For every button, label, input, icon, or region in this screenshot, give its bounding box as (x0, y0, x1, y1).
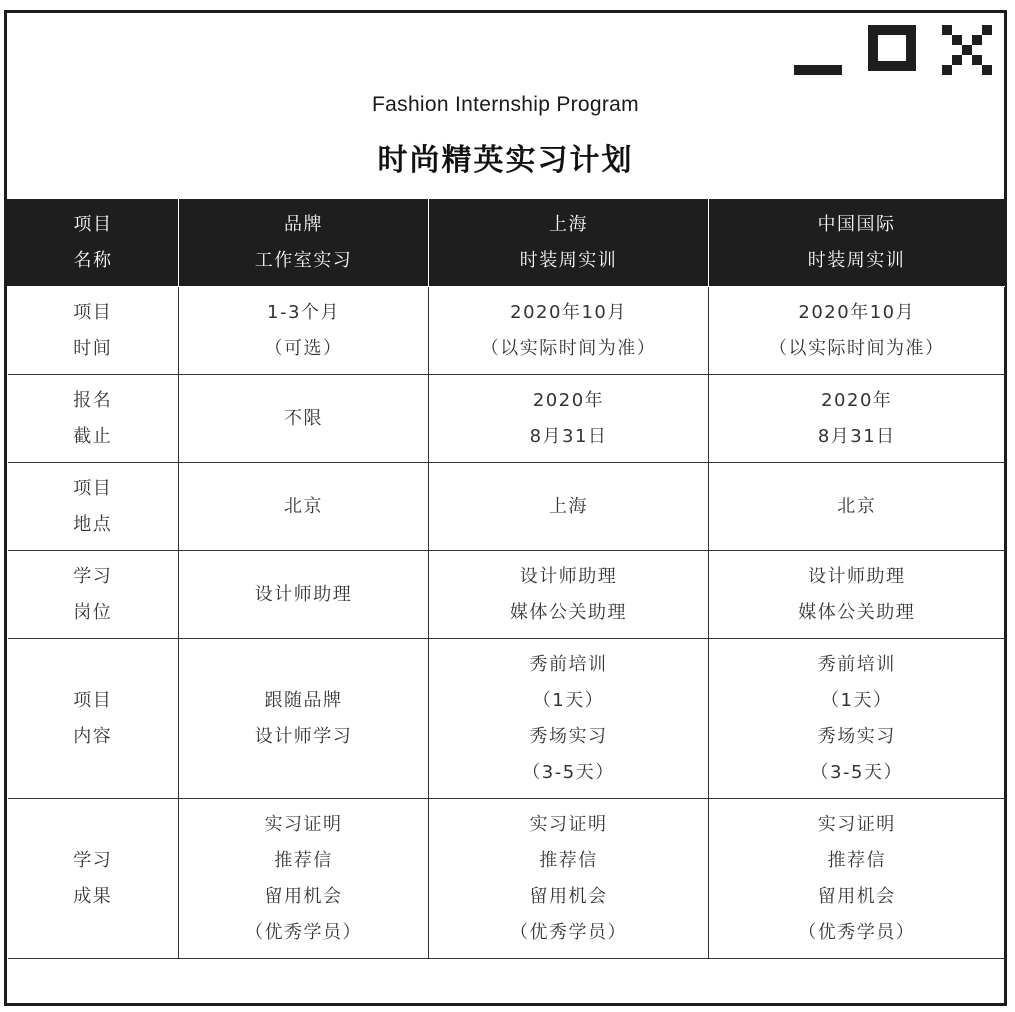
cell-text: 1-3个月 (267, 301, 340, 323)
table-cell (709, 639, 1005, 799)
cell-text: 2020年10月 (510, 301, 627, 323)
cell-text: 媒体公关助理 (798, 601, 916, 623)
table-cell (709, 463, 1005, 551)
cell-text: 秀前培训 (817, 653, 896, 675)
cell-text: 项目 (73, 477, 113, 499)
cell-text: （3-5天） (810, 761, 903, 783)
table-cell (709, 551, 1005, 639)
row-label (8, 463, 179, 551)
row-label (8, 639, 179, 799)
cell-text: （优秀学员） (798, 921, 916, 943)
cell-text: 不限 (284, 407, 323, 429)
table-cell (709, 375, 1005, 463)
cell-text: 设计师助理 (808, 565, 906, 587)
table-row (8, 551, 1005, 639)
cell-text: 推荐信 (274, 849, 333, 871)
table-row (8, 799, 1005, 959)
table-cell (179, 551, 429, 639)
header-text: 工作室实习 (254, 250, 353, 271)
cell-text: 秀场实习 (817, 725, 896, 747)
cell-text: 报名 (73, 389, 113, 411)
cell-text: 跟随品牌 (264, 689, 343, 711)
table-cell (429, 639, 709, 799)
cell-text: 岗位 (73, 601, 113, 623)
table-cell (179, 799, 429, 959)
cell-text: 项目 (73, 689, 113, 711)
cell-text: 北京 (837, 495, 877, 517)
cell-text: 实习证明 (529, 813, 608, 835)
row-label (8, 375, 179, 463)
cell-text: 地点 (73, 513, 113, 535)
cell-text: 实习证明 (264, 813, 343, 835)
header-cell-shanghai-fashion-week (429, 200, 709, 287)
cell-text: 秀前培训 (529, 653, 608, 675)
row-label (8, 287, 179, 375)
cell-text: 8月31日 (529, 425, 608, 447)
table-row (8, 287, 1005, 375)
maximize-button[interactable] (868, 25, 918, 75)
cell-text: （以实际时间为准） (769, 337, 945, 359)
table-cell (429, 799, 709, 959)
header-cell-china-fashion-week (709, 200, 1005, 287)
cell-text: 2020年10月 (798, 301, 916, 323)
table-row (8, 463, 1005, 551)
cell-text: 留用机会 (264, 885, 343, 907)
cell-text: （优秀学员） (245, 921, 362, 943)
cell-text: 学习 (73, 565, 113, 587)
cell-text: 成果 (73, 885, 113, 907)
cell-text: （1天） (821, 689, 893, 711)
cell-text: 时间 (73, 337, 113, 359)
cell-text: （可选） (264, 337, 343, 359)
program-table (7, 199, 1005, 959)
table-cell (179, 639, 429, 799)
cell-text: 截止 (73, 425, 113, 447)
cell-text: 内容 (73, 725, 113, 747)
cell-text: 2020年 (821, 389, 893, 411)
table-row (8, 375, 1005, 463)
table-row (8, 639, 1005, 799)
cell-text: 8月31日 (817, 425, 896, 447)
table-header-row (8, 200, 1005, 287)
cell-text: 2020年 (532, 389, 605, 411)
cell-text: 媒体公关助理 (510, 601, 627, 623)
row-label (8, 799, 179, 959)
chinese-title: 时尚精英实习计划 (377, 143, 634, 178)
cell-text: 设计师学习 (254, 725, 353, 747)
header-text: 时装周实训 (807, 250, 906, 271)
minimize-button[interactable] (794, 25, 844, 75)
table-cell (179, 287, 429, 375)
table-cell (429, 375, 709, 463)
cell-text: 北京 (284, 495, 323, 517)
cell-text: 留用机会 (817, 885, 896, 907)
header-text: 品牌 (284, 214, 323, 235)
minimize-icon (794, 65, 842, 75)
cell-text: （优秀学员） (510, 921, 627, 943)
close-icon (942, 25, 992, 75)
table-cell (709, 799, 1005, 959)
english-title: Fashion Internship Program (372, 93, 639, 116)
table-cell (179, 375, 429, 463)
table-cell (429, 463, 709, 551)
cell-text: 设计师助理 (254, 583, 353, 605)
header-cell-project-name (8, 200, 179, 287)
cell-text: 实习证明 (817, 813, 896, 835)
header-text: 上海 (549, 214, 588, 235)
table-cell (179, 463, 429, 551)
cell-text: （以实际时间为准） (480, 337, 657, 359)
header-cell-brand-studio (179, 200, 429, 287)
table-cell (429, 551, 709, 639)
table-cell (709, 287, 1005, 375)
cell-text: （3-5天） (522, 761, 615, 783)
header-text: 项目 (73, 214, 113, 235)
close-button[interactable] (942, 25, 992, 75)
cell-text: 上海 (549, 495, 588, 517)
cell-text: 推荐信 (539, 849, 598, 871)
cell-text: 秀场实习 (529, 725, 608, 747)
row-label (8, 551, 179, 639)
cell-text: 推荐信 (827, 849, 886, 871)
header-text: 中国国际 (817, 214, 896, 235)
cell-text: 设计师助理 (519, 565, 618, 587)
cell-text: 项目 (73, 301, 113, 323)
table-cell (429, 287, 709, 375)
header-text: 时装周实训 (519, 250, 618, 271)
header-text: 名称 (73, 250, 113, 271)
window-frame (4, 10, 1007, 1006)
cell-text: 学习 (73, 849, 113, 871)
maximize-icon (868, 25, 916, 71)
cell-text: （1天） (532, 689, 605, 711)
cell-text: 留用机会 (529, 885, 608, 907)
